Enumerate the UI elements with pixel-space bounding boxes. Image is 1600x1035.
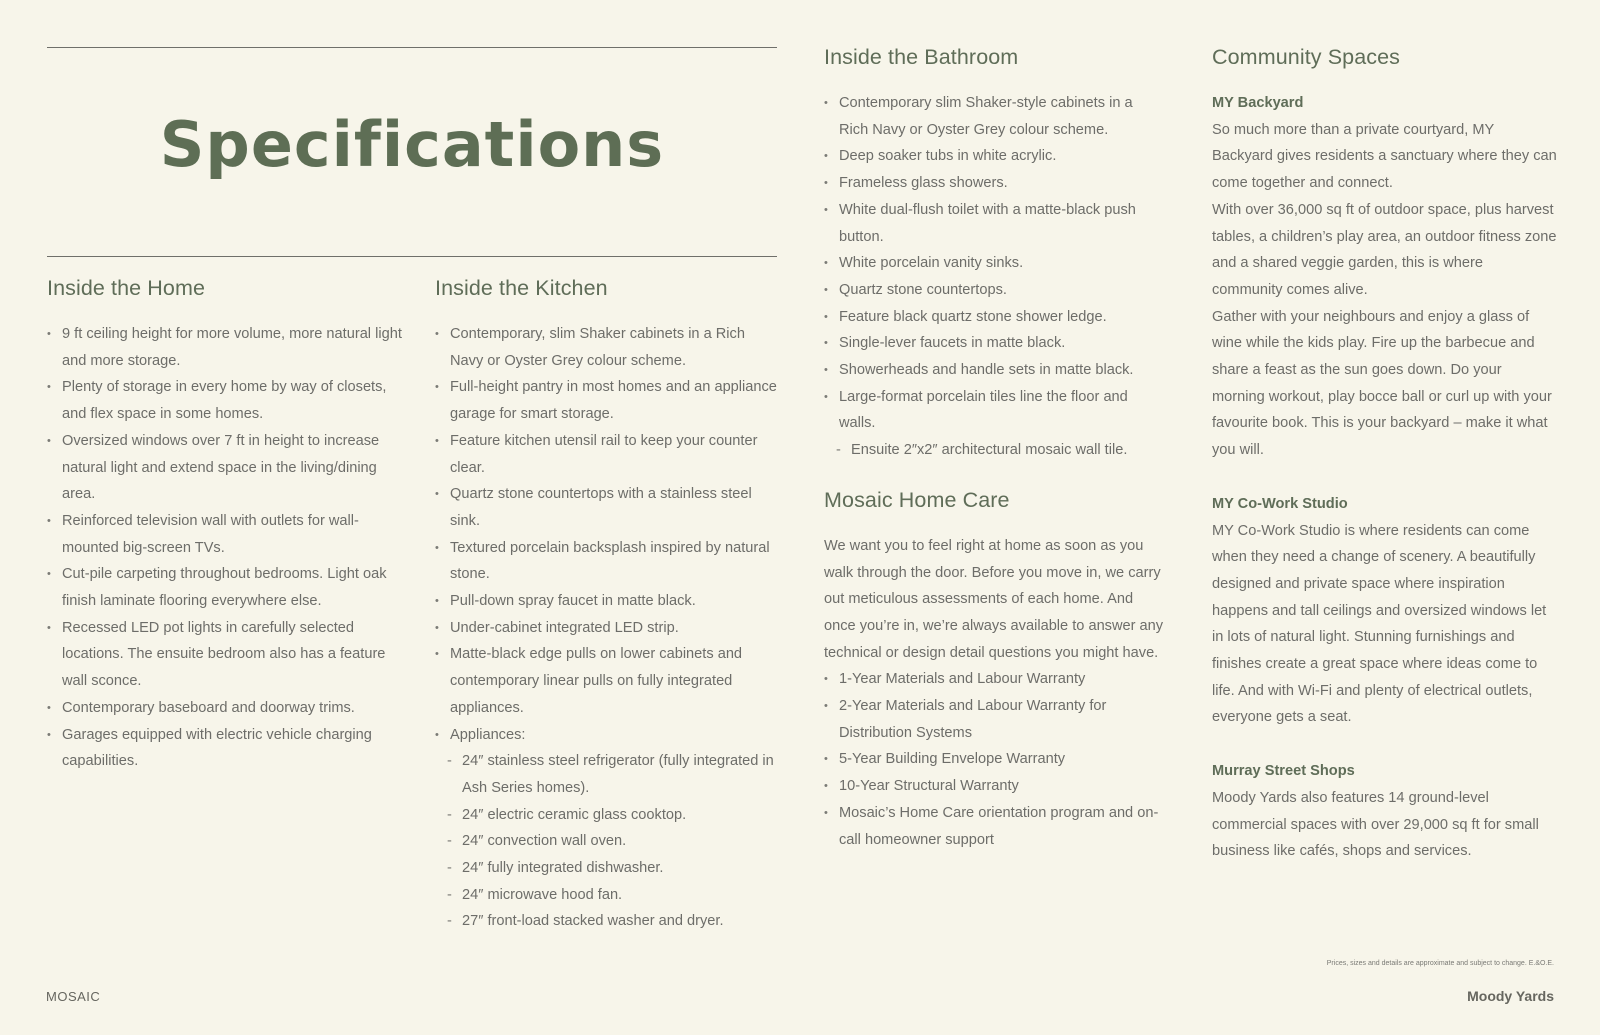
shops-title: Murray Street Shops [1212,763,1355,780]
list-item: • 9 ft ceiling height for more volume, more natural light and more storage. [47,321,402,374]
care-list [824,666,1164,853]
list-item: • Pull-down spray faucet in matte black. [435,588,780,615]
appliance-item: - 24″ fully integrated dishwasher. [435,855,780,882]
home-list [47,321,402,775]
appliance-item: - 24″ convection wall oven. [435,828,780,855]
list-item: • 1-Year Materials and Labour Warranty [824,666,1164,693]
backyard-paragraph: Gather with your neighbours and enjoy a glass of wine while the kids play. Fire up the barbecue and share a feast as the sun goes down. Do your morning workout, play bocce ball or curl up with your favourite book. This is your backyard – make it what you will. [1212,308,1552,459]
top-rule [47,47,777,48]
list-item: • Mosaic’s Home Care orientation program and on-call homeowner support [824,800,1164,853]
list-item: • Deep soaker tubs in white acrylic. [824,143,1164,170]
backyard-paragraph: So much more than a private courtyard, MY Backyard gives residents a sanctuary where they can come together and connect. [1212,121,1557,192]
list-item: • Contemporary baseboard and doorway trims. [47,695,402,722]
list-item: • Quartz stone countertops. [824,277,1164,304]
shops-paragraph: Moody Yards also features 14 ground-level commercial spaces with over 29,000 sq ft for small business like cafés, shops and services. [1212,789,1539,860]
bathroom-heading: Inside the Bathroom [824,45,1019,69]
list-item: • 10-Year Structural Warranty [824,773,1164,800]
list-item: • Large-format porcelain tiles line the floor and walls. [824,384,1164,437]
list-item: • Contemporary, slim Shaker cabinets in a Rich Navy or Oyster Grey colour scheme. [435,321,780,374]
kitchen-heading: Inside the Kitchen [435,276,608,300]
appliance-item: - 24″ microwave hood fan. [435,882,780,909]
page-title: Specifications [159,108,665,181]
community-heading: Community Spaces [1212,45,1401,69]
appliance-item: - 24″ electric ceramic glass cooktop. [435,802,780,829]
list-item: • White dual-flush toilet with a matte-black push button. [824,197,1164,250]
bathroom-list [824,90,1164,464]
backyard-title: MY Backyard [1212,95,1304,111]
appliance-item: - 27″ front-load stacked washer and dryer. [435,908,780,935]
cowork-paragraph: MY Co-Work Studio is where residents can come when they need a change of scenery. A beautifully designed and private space where inspiration happens and tall ceilings and oversized windows let in lots of natural light. Stunning furnishings and finishes create a great space where ideas come to life. And with Wi-Fi and plenty of electrical outlets, everyone gets a seat. [1212,522,1547,726]
list-item: • White porcelain vanity sinks. [824,250,1164,277]
block-spacer [1212,731,1557,758]
list-item: • Feature black quartz stone shower ledge. [824,304,1164,331]
sub-list-item: - Ensuite 2″x2″ architectural mosaic wall tile. [824,437,1164,464]
list-item: • Garages equipped with electric vehicle charging capabilities. [47,722,402,775]
list-item: • Single-lever faucets in matte black. [824,330,1164,357]
list-item: • Feature kitchen utensil rail to keep your counter clear. [435,428,780,481]
list-item: • Cut-pile carpeting throughout bedrooms. Light oak finish laminate flooring everywhere else. [47,561,402,614]
list-item: • Full-height pantry in most homes and an appliance garage for smart storage. [435,374,780,427]
appliance-item: - 24″ stainless steel refrigerator (fully integrated in Ash Series homes). [435,748,780,801]
bathroom-section [824,45,1164,853]
list-item: • Textured porcelain backsplash inspired by natural stone. [435,535,780,588]
list-item: • Reinforced television wall with outlets for wall-mounted big-screen TVs. [47,508,402,561]
disclaimer: Prices, sizes and details are approximate and subject to change. E.&O.E. [1326,960,1554,967]
care-heading: Mosaic Home Care [824,487,1010,512]
list-item: • Under-cabinet integrated LED strip. [435,615,780,642]
home-heading: Inside the Home [47,276,206,300]
block-spacer [1212,464,1557,491]
list-item: • Contemporary slim Shaker-style cabinets in a Rich Navy or Oyster Grey colour scheme. [824,90,1164,143]
section-spacer [824,464,1164,488]
list-item: • Matte-black edge pulls on lower cabinets and contemporary linear pulls on fully integrated appliances. [435,641,780,721]
list-item: • Appliances: [435,722,780,749]
list-item: • 2-Year Materials and Labour Warranty for Distribution Systems [824,693,1164,746]
project-name: Moody Yards [1467,988,1554,1004]
backyard-paragraph: With over 36,000 sq ft of outdoor space, plus harvest tables, a children’s play area, an outdoor fitness zone and a shared veggie garden, this is where community comes alive. [1212,201,1557,298]
list-item: • Frameless glass showers. [824,170,1164,197]
list-item: • Recessed LED pot lights in carefully selected locations. The ensuite bedroom also has a feature wall sconce. [47,615,402,695]
kitchen-section [435,276,780,935]
brand-logo: MOSAIC [46,989,101,1004]
care-intro: We want you to feel right at home as soon as you walk through the door. Before you move in, we carry out meticulous assessments of each home. And once you’re in, we’re always available to answer any technical or design detail questions you might have. [824,537,1164,661]
kitchen-list [435,321,780,935]
list-item: • Showerheads and handle sets in matte black. [824,357,1164,384]
list-item: • Oversized windows over 7 ft in height to increase natural light and extend space in the living/dining area. [47,428,402,508]
list-item: • Quartz stone countertops with a stainless steel sink. [435,481,780,534]
title-bottom-rule [47,256,777,257]
list-item: • 5-Year Building Envelope Warranty [824,746,1164,773]
cowork-title: MY Co-Work Studio [1212,495,1348,512]
community-section [1212,45,1557,865]
home-section [47,276,402,775]
list-item: • Plenty of storage in every home by way of closets, and flex space in some homes. [47,374,402,427]
